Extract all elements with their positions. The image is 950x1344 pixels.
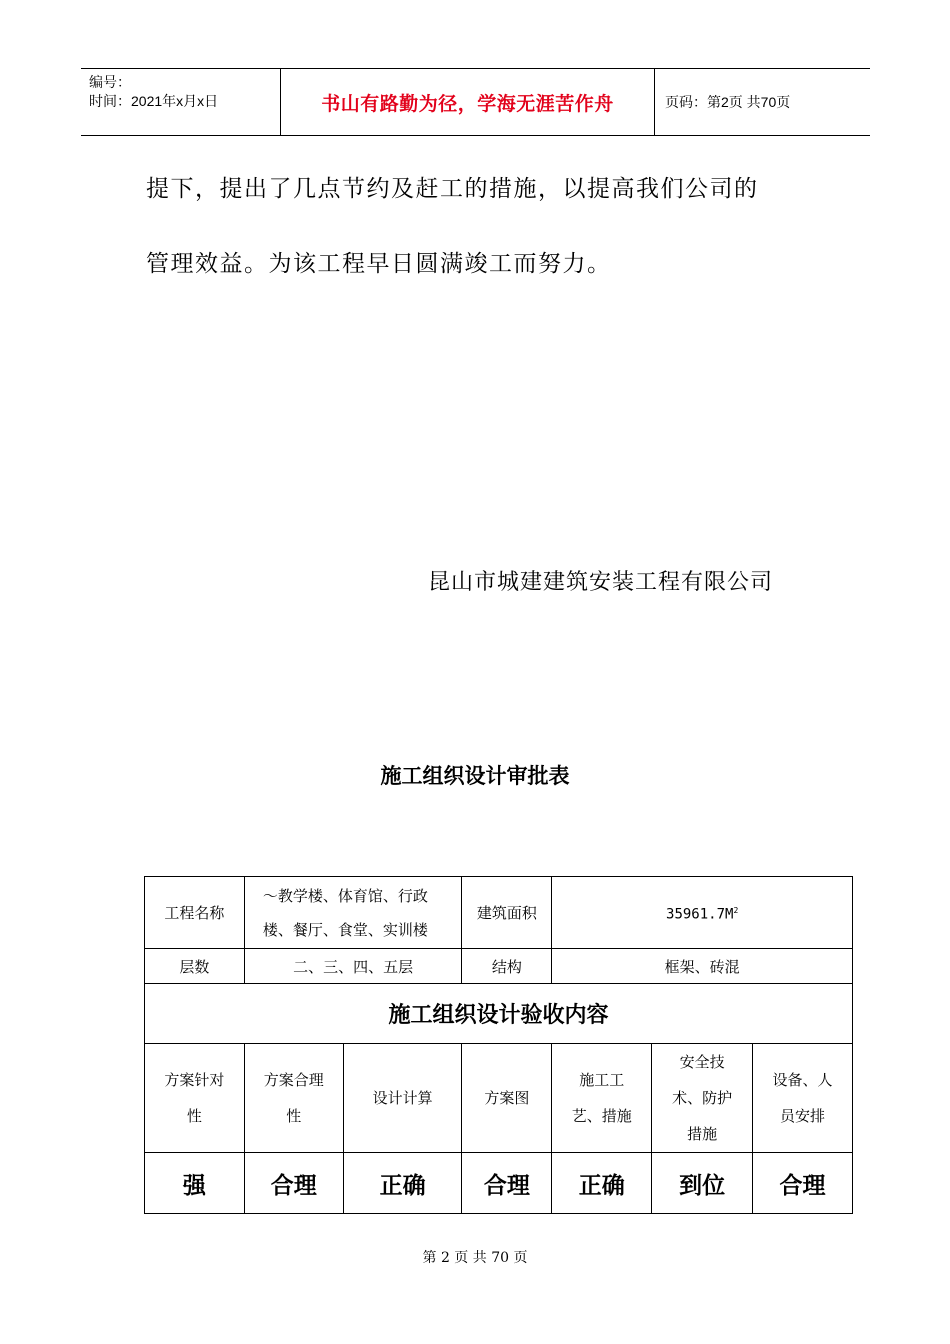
table-row	[145, 949, 853, 984]
body-paragraph-line-2: 管理效益。为该工程早日圆满竣工而努力。	[146, 251, 612, 277]
floors-value: 二、三、四、五层	[244, 949, 462, 984]
document-number-label: 编号：	[89, 74, 131, 90]
header-motto: 书山有路勤为径，学海无涯苦作舟	[321, 92, 614, 115]
structure-label: 结构	[462, 949, 552, 984]
building-area-number: 35961.7M	[666, 906, 734, 923]
result-cell: 合理	[753, 1153, 853, 1214]
result-cell: 到位	[652, 1153, 753, 1214]
page-footer: 第 2 页 共 70 页	[422, 1250, 528, 1266]
body-paragraph-line-1: 提下，提出了几点节约及赶工的措施，以提高我们公司的	[146, 176, 759, 202]
criterion-cell: 方案针对性	[145, 1044, 245, 1153]
approval-table	[144, 876, 853, 1214]
criterion-cell: 设计计算	[343, 1044, 462, 1153]
criterion-cell: 方案图	[462, 1044, 552, 1153]
section-title: 施工组织设计验收内容	[145, 984, 853, 1044]
page-header	[81, 68, 870, 136]
approval-form-title: 施工组织设计审批表	[380, 764, 570, 788]
result-cell: 合理	[462, 1153, 552, 1214]
header-meta-cell	[81, 69, 281, 135]
results-row	[145, 1153, 853, 1214]
table-row	[145, 877, 853, 949]
project-name-value: ～教学楼、体育馆、行政楼、餐厅、食堂、实训楼	[244, 877, 462, 949]
structure-value: 框架、砖混	[552, 949, 853, 984]
company-signature: 昆山市城建建筑安装工程有限公司	[428, 570, 774, 595]
header-page-cell	[655, 69, 870, 135]
result-cell: 强	[145, 1153, 245, 1214]
criterion-cell: 安全技术、防护措施	[652, 1044, 753, 1153]
building-area-unit-exponent: 2	[733, 905, 739, 915]
criterion-cell: 方案合理性	[244, 1044, 343, 1153]
criterion-cell: 施工工艺、措施	[552, 1044, 652, 1153]
document-date-label: 时间：2021年x月x日	[89, 93, 219, 109]
header-page-label: 页码：第2页 共70页	[665, 94, 791, 110]
building-area-value	[552, 877, 853, 949]
floors-label: 层数	[145, 949, 245, 984]
criterion-cell: 设备、人员安排	[753, 1044, 853, 1153]
header-motto-cell	[281, 69, 655, 135]
result-cell: 正确	[552, 1153, 652, 1214]
building-area-label: 建筑面积	[462, 877, 552, 949]
result-cell: 正确	[343, 1153, 462, 1214]
result-cell: 合理	[244, 1153, 343, 1214]
table-row	[145, 984, 853, 1044]
project-name-label: 工程名称	[145, 877, 245, 949]
criteria-row	[145, 1044, 853, 1153]
